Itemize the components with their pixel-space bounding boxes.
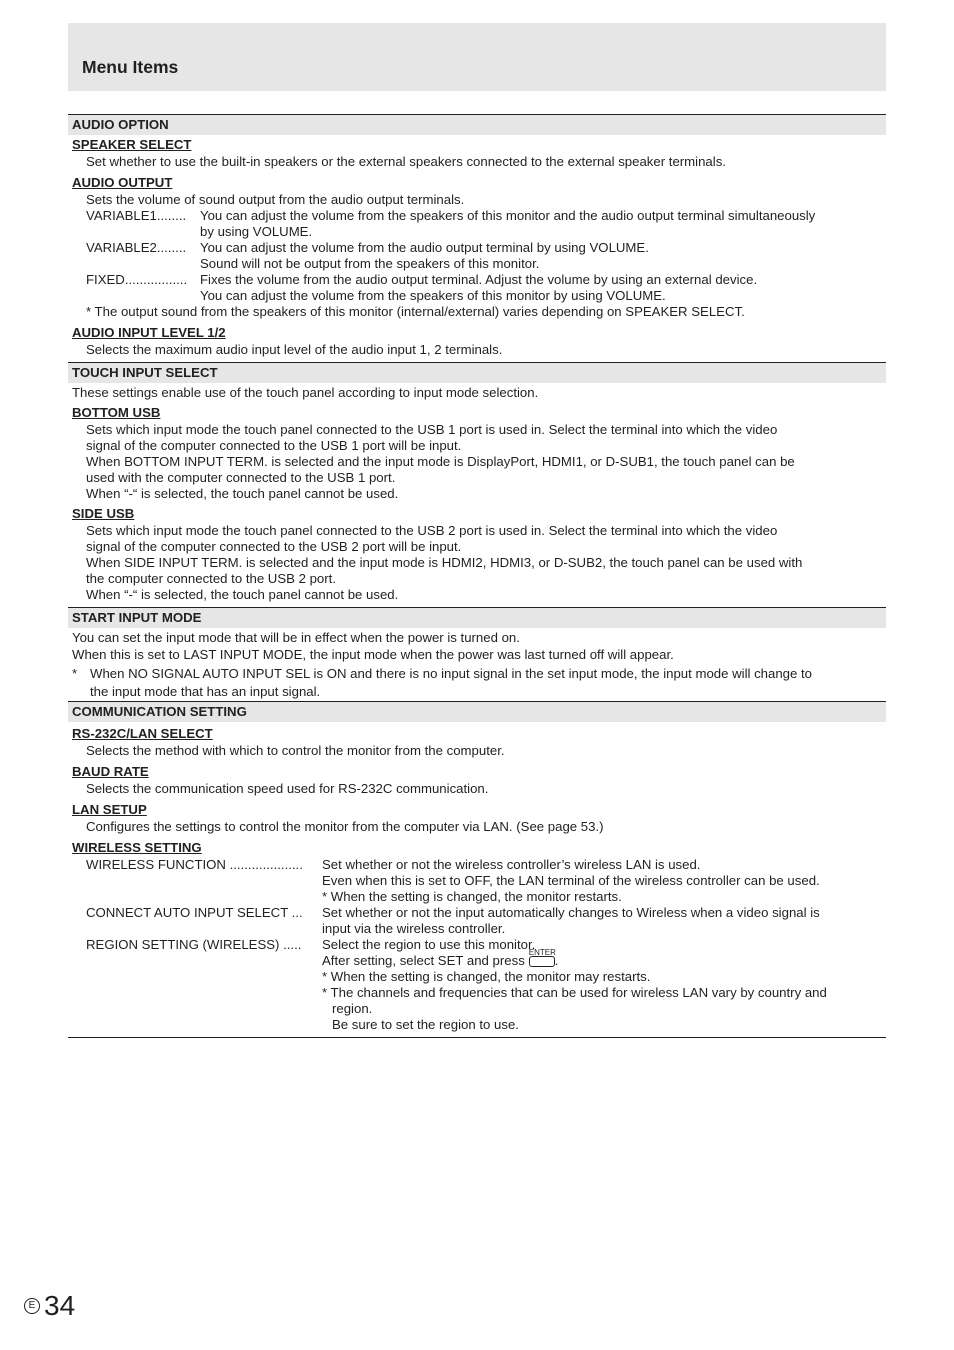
start-input-text: You can set the input mode that will be in effect when the power is turned on.: [72, 630, 520, 645]
audio-output-intro: Sets the volume of sound output from the audio output terminals.: [86, 192, 465, 207]
option-desc: * When the setting is changed, the monitor restarts.: [322, 889, 622, 904]
option-desc: by using VOLUME.: [200, 224, 313, 239]
variable2-row: [68, 240, 886, 272]
option-desc: Select the region to use this monitor.: [322, 937, 536, 952]
wireless-function-row: [68, 857, 886, 905]
audio-output-note: * The output sound from the speakers of this monitor (internal/external) varies depending on SPEAKER SELECT.: [86, 304, 745, 319]
option-desc: Set whether or not the wireless controller’s wireless LAN is used.: [322, 857, 701, 872]
option-desc: Sound will not be output from the speakers of this monitor.: [200, 256, 540, 271]
option-desc: Set whether or not the input automatically changes to Wireless when a video signal is: [322, 905, 820, 920]
start-input-note: [68, 665, 886, 701]
option-desc: input via the wireless controller.: [322, 921, 506, 936]
lan-setup-text: Configures the settings to control the monitor from the computer via LAN. (See page 53.): [86, 819, 604, 834]
enter-label: ENTER: [528, 948, 556, 957]
bottom-usb-text: signal of the computer connected to the USB 1 port will be input.: [86, 438, 462, 453]
audio-input-level-heading: AUDIO INPUT LEVEL 1/2: [72, 325, 226, 340]
option-key: REGION SETTING (WIRELESS) .....: [86, 937, 302, 952]
option-desc: * The channels and frequencies that can be used for wireless LAN vary by country and: [322, 985, 827, 1000]
variable1-row: [68, 208, 886, 240]
page-number-text: 34: [44, 1290, 76, 1321]
option-desc: Even when this is set to OFF, the LAN terminal of the wireless controller can be used.: [322, 873, 820, 888]
bottom-usb-text: Sets which input mode the touch panel connected to the USB 1 port is used in. Select the terminal into which the video: [86, 422, 778, 437]
section-start-input-mode: START INPUT MODE: [68, 607, 886, 628]
enter-button-icon: [528, 948, 556, 967]
bottom-usb-text: When “-“ is selected, the touch panel cannot be used.: [86, 486, 399, 501]
side-usb-text: Sets which input mode the touch panel connected to the USB 2 port is used in. Select the terminal into which the video: [86, 523, 778, 538]
baud-rate-text: Selects the communication speed used for RS-232C communication.: [86, 781, 489, 796]
speaker-select-heading: SPEAKER SELECT: [72, 137, 192, 152]
bottom-usb-text: used with the computer connected to the USB 1 port.: [86, 470, 396, 485]
page-number: [24, 1290, 75, 1322]
start-input-text: When this is set to LAST INPUT MODE, the input mode when the power was last turned off will appear.: [72, 647, 674, 662]
audio-output-heading: AUDIO OUTPUT: [72, 175, 173, 190]
option-desc: Fixes the volume from the audio output terminal. Adjust the volume by using an external device.: [200, 272, 758, 287]
touch-input-intro: These settings enable use of the touch panel according to input mode selection.: [72, 385, 539, 400]
option-desc-text: After setting, select SET and press: [322, 953, 525, 968]
baud-rate-heading: BAUD RATE: [72, 764, 149, 779]
option-desc: You can adjust the volume from the audio output terminal by using VOLUME.: [200, 240, 649, 255]
bottom-usb-heading: BOTTOM USB: [72, 405, 161, 420]
note-text: When NO SIGNAL AUTO INPUT SEL is ON and there is no input signal in the set input mode, the input mode will change to: [90, 666, 813, 681]
lan-setup-heading: LAN SETUP: [72, 802, 147, 817]
option-key: VARIABLE2........: [86, 240, 187, 255]
option-key: WIRELESS FUNCTION ....................: [86, 857, 303, 872]
section-touch-input-select: TOUCH INPUT SELECT: [68, 362, 886, 383]
audio-input-level-text: Selects the maximum audio input level of the audio input 1, 2 terminals.: [86, 342, 503, 357]
side-usb-text: signal of the computer connected to the USB 2 port will be input.: [86, 539, 462, 554]
wireless-setting-heading: WIRELESS SETTING: [72, 840, 202, 855]
table-bottom-rule: [68, 1037, 886, 1038]
note-asterisk: *: [72, 666, 78, 681]
side-usb-text: When SIDE INPUT TERM. is selected and the input mode is HDMI2, HDMI3, or D-SUB2, the touch panel can be used with: [86, 555, 803, 570]
option-key: CONNECT AUTO INPUT SELECT ...: [86, 905, 303, 920]
speaker-select-text: Set whether to use the built-in speakers or the external speakers connected to the external speaker terminals.: [86, 154, 726, 169]
language-badge: E: [24, 1298, 40, 1314]
section-communication-setting: COMMUNICATION SETTING: [68, 701, 886, 722]
rs232c-heading: RS-232C/LAN SELECT: [72, 726, 213, 741]
region-setting-row: [68, 937, 886, 1033]
option-desc: You can adjust the volume from the speakers of this monitor by using VOLUME.: [200, 288, 666, 303]
option-desc: * When the setting is changed, the monitor may restarts.: [322, 969, 651, 984]
connect-auto-input-row: [68, 905, 886, 937]
option-desc: [322, 948, 886, 969]
page-title: Menu Items: [82, 57, 179, 77]
option-key: VARIABLE1........: [86, 208, 187, 223]
side-usb-heading: SIDE USB: [72, 506, 135, 521]
side-usb-text: the computer connected to the USB 2 port.: [86, 571, 336, 586]
rs232c-text: Selects the method with which to control the monitor from the computer.: [86, 743, 505, 758]
note-text: the input mode that has an input signal.: [90, 684, 321, 699]
side-usb-text: When “-“ is selected, the touch panel cannot be used.: [86, 587, 399, 602]
period: .: [554, 953, 559, 968]
header-box: [68, 23, 886, 91]
fixed-row: [68, 272, 886, 304]
menu-items-table: [68, 114, 886, 1038]
section-audio-option: AUDIO OPTION: [68, 114, 886, 135]
option-desc: You can adjust the volume from the speakers of this monitor and the audio output terminal simultaneously: [200, 208, 816, 223]
option-key: FIXED.................: [86, 272, 188, 287]
bottom-usb-text: When BOTTOM INPUT TERM. is selected and the input mode is DisplayPort, HDMI1, or D-SUB1, the touch panel can be: [86, 454, 795, 469]
option-desc: Be sure to set the region to use.: [332, 1017, 519, 1032]
option-desc: region.: [332, 1001, 373, 1016]
